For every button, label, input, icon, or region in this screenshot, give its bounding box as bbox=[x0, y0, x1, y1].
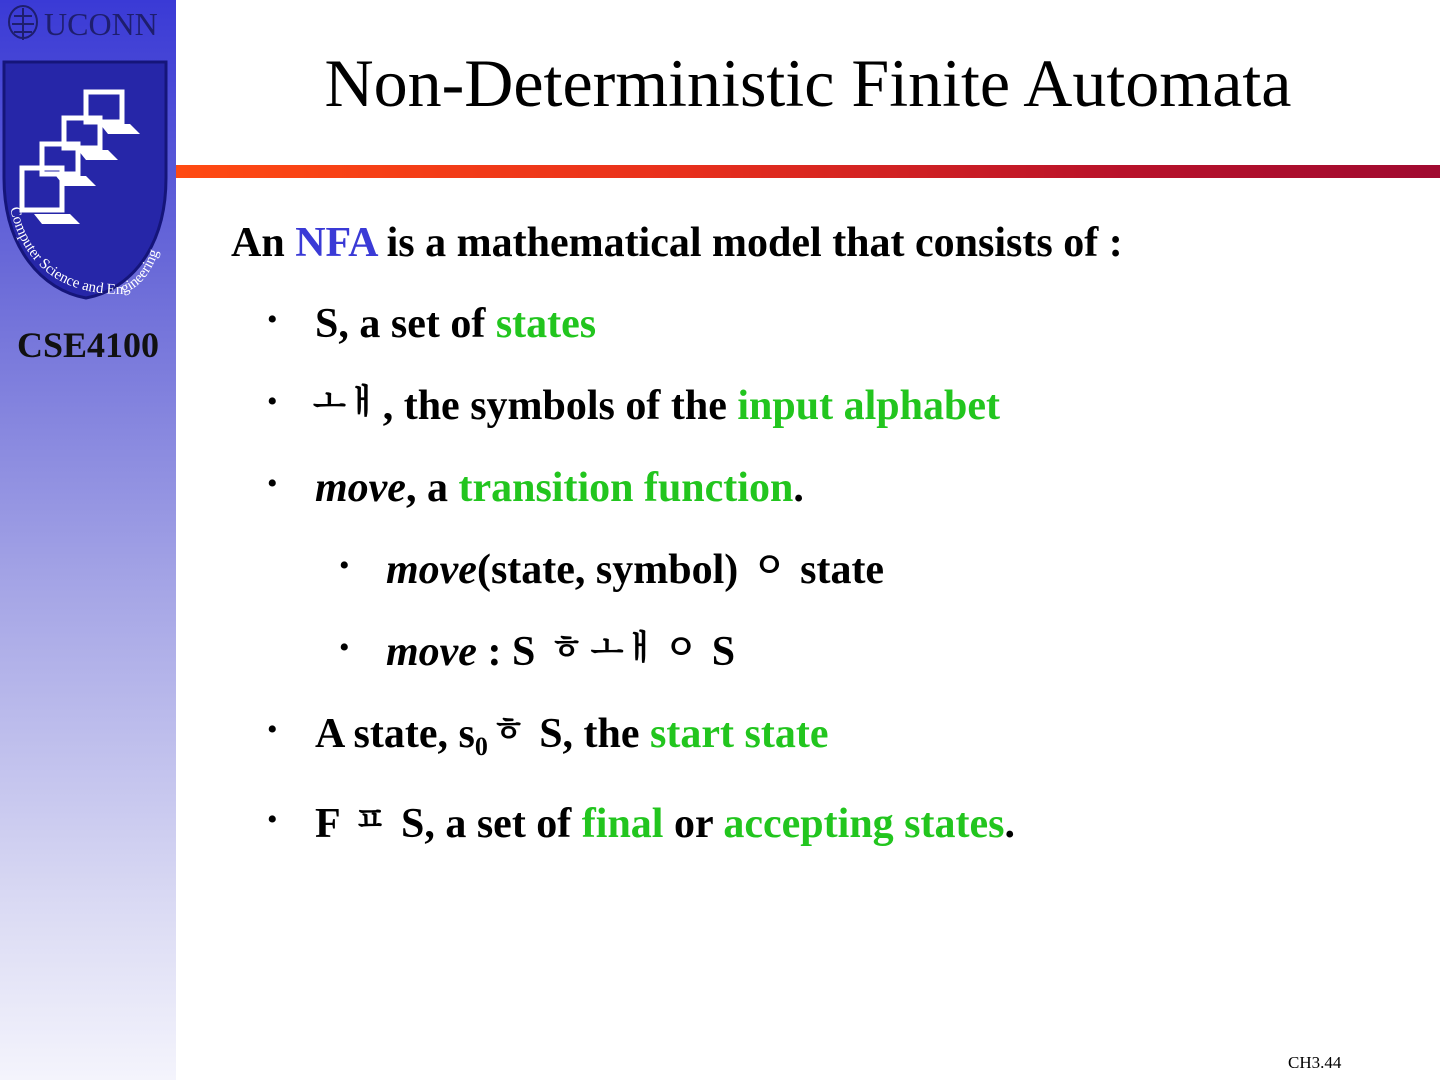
sigma-glyph: ㅗㅐ bbox=[313, 382, 379, 422]
sub2-italic: move bbox=[386, 629, 477, 675]
arrow-glyph: ㅇ bbox=[752, 546, 786, 586]
uconn-wordmark: UCONN bbox=[44, 5, 158, 42]
intro-line bbox=[231, 218, 1123, 268]
item-move-sub1 bbox=[386, 545, 884, 597]
bullet-marker: • bbox=[267, 803, 278, 836]
sigma-glyph: ㅗㅐ bbox=[590, 628, 657, 668]
sub-bullet-marker: • bbox=[339, 631, 350, 664]
accepting-term: accepting states bbox=[723, 801, 1005, 847]
move-mid: , a bbox=[405, 465, 459, 511]
intro-pre: An bbox=[231, 220, 296, 266]
start-subscript: 0 bbox=[474, 732, 488, 761]
bullet-marker: • bbox=[267, 303, 278, 336]
sub1-italic: move bbox=[386, 547, 477, 593]
alphabet-term: input alphabet bbox=[737, 383, 1000, 429]
start-term: start state bbox=[650, 711, 829, 757]
sub2-pre: : S bbox=[476, 629, 546, 675]
bullet-marker: • bbox=[267, 713, 278, 746]
item-states bbox=[315, 299, 596, 349]
sub-bullet-marker: • bbox=[339, 549, 350, 582]
item-final bbox=[315, 799, 1015, 851]
item-alphabet bbox=[313, 381, 1000, 433]
item-move bbox=[315, 463, 804, 513]
arrow-glyph: ㅇ bbox=[664, 628, 698, 668]
course-code: CSE4100 bbox=[16, 325, 160, 365]
bullet-marker: • bbox=[267, 385, 278, 418]
element-of-glyph: ㅎ bbox=[491, 710, 525, 750]
alphabet-mid: , the symbols of the bbox=[382, 383, 738, 429]
item-move-sub2 bbox=[386, 627, 735, 679]
nfa-term: NFA bbox=[295, 220, 377, 266]
final-term: final bbox=[581, 801, 664, 847]
item-start bbox=[315, 709, 828, 772]
states-pre: S, a set of bbox=[315, 301, 496, 347]
start-pre: A state, s bbox=[315, 711, 475, 757]
slide-title: Non-Deterministic Finite Automata bbox=[324, 45, 1292, 121]
sub1-pre: (state, symbol) bbox=[476, 547, 749, 593]
bullet-marker: • bbox=[267, 467, 278, 500]
final-mid: S, a set of bbox=[390, 801, 582, 847]
move-italic: move bbox=[315, 465, 406, 511]
final-post: . bbox=[1004, 801, 1015, 847]
start-mid: S, the bbox=[528, 711, 651, 757]
transition-term: transition function bbox=[458, 465, 794, 511]
states-term: states bbox=[495, 301, 597, 347]
intro-post: is a mathematical model that consists of : bbox=[376, 220, 1123, 266]
final-pre: F bbox=[315, 801, 350, 847]
move-post: . bbox=[793, 465, 804, 511]
sub1-post: state bbox=[789, 547, 885, 593]
sub2-post: S bbox=[701, 629, 736, 675]
times-glyph: ㅎ bbox=[549, 628, 583, 668]
slide-number: CH3.44 bbox=[1288, 1053, 1342, 1072]
final-or: or bbox=[663, 801, 724, 847]
subset-glyph: ㅍ bbox=[353, 800, 387, 840]
seal-text: Computer Science and Engineering bbox=[6, 205, 163, 299]
